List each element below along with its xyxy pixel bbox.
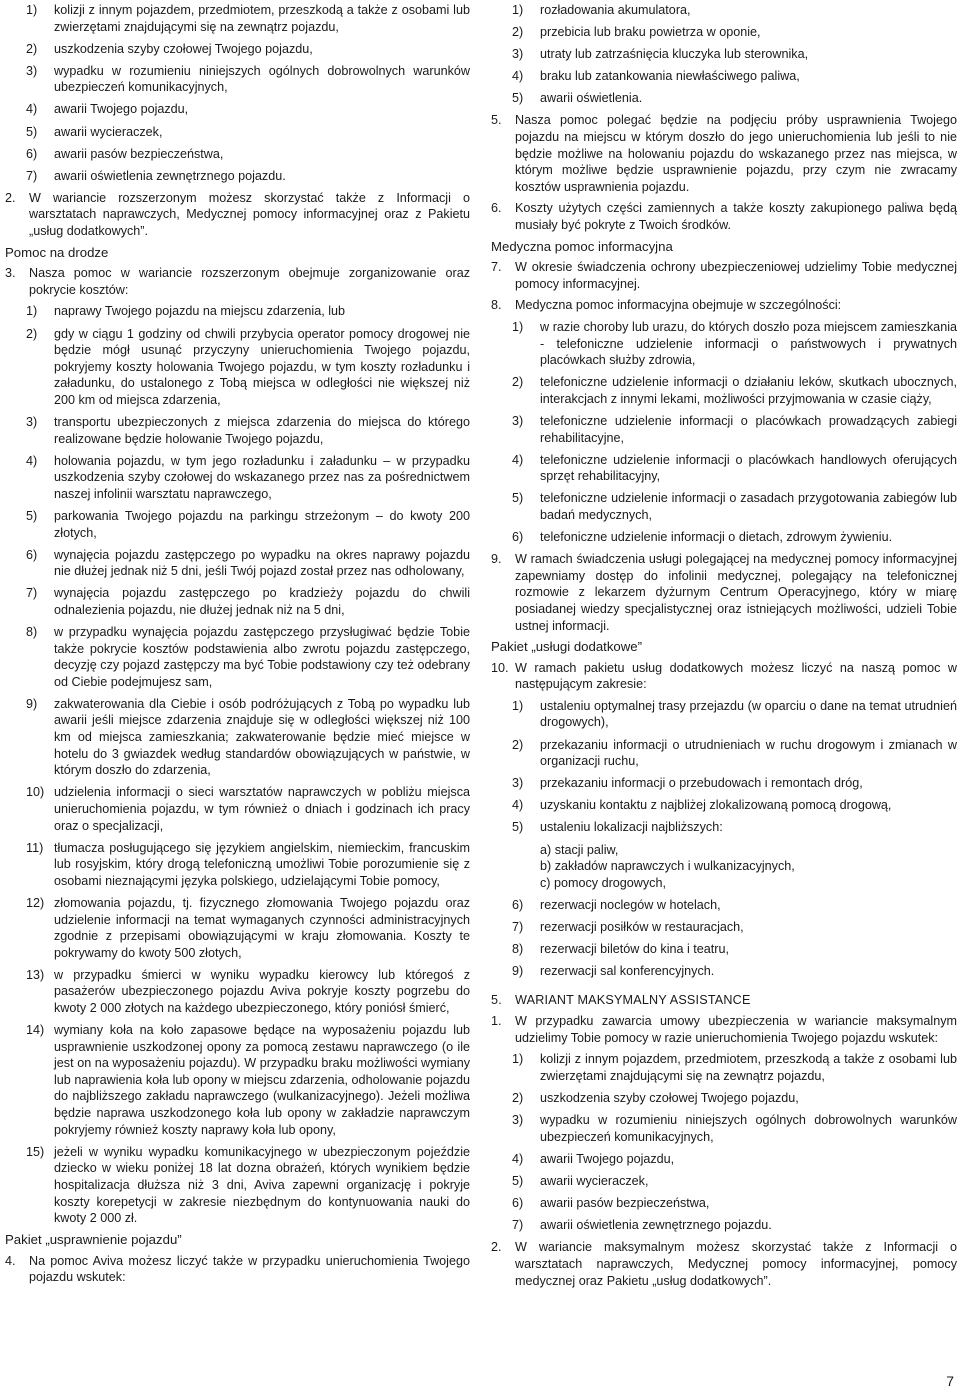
sub-list bbox=[491, 842, 957, 892]
list-item: 9) rezerwacji sal konferencyjnych. bbox=[512, 964, 715, 979]
list-item: 7) wynajęcia pojazdu zastępczego po kradzieży pojazdu do chwili odnalezienia pojazdu, nie dłużej jednak niż na 5 dni, bbox=[26, 586, 470, 617]
paragraph-3: 3. Nasza pomoc w wariancie rozszerzonym obejmuje zorganizowanie oraz pokrycie kosztów: bbox=[5, 266, 470, 297]
list-item: 10) udzielenia informacji o sieci warsztatów naprawczych w pobliżu miejsca unieruchomienia pojazdu, w tym również o dniach i godzinach ich pracy oraz o specjalizacji, bbox=[26, 785, 470, 833]
left-column bbox=[5, 2, 470, 1291]
list-item: 2) uszkodzenia szyby czołowej Twojego pojazdu, bbox=[512, 1091, 799, 1106]
list-item: 1) rozładowania akumulatora, bbox=[512, 3, 691, 17]
list-item: 4) telefoniczne udzielenie informacji o placówkach handlowych oferujących sprzęt rehabilitacyjny, bbox=[512, 452, 957, 484]
sub-list-item: a) stacji paliw, bbox=[540, 842, 619, 857]
list-item: 6) awarii pasów bezpieczeństwa, bbox=[512, 1196, 710, 1211]
list-item: 4) awarii Twojego pojazdu, bbox=[512, 1151, 675, 1166]
paragraph-2: 2. W wariancie rozszerzonym możesz skorzystać także z Informacji o warsztatach naprawczych, Medycznej pomocy informacyjnej oraz z Pakietu „usług dodatkowych”. bbox=[5, 190, 470, 239]
paragraph-3-list bbox=[5, 303, 470, 1226]
list-item: 4) braku lub zatankowania niewłaściwego paliwa, bbox=[512, 69, 800, 84]
paragraph-9: 9. W ramach świadczenia usługi polegającej na medycznej pomocy informacyjnej zapewniamy dostęp do infolinii medycznej, polegający na telefonicznej rozmowie z lekarzem dyżurnym Centrum Operacyjnego, który w miarę posiadanej wiedzy specjalistycznej oraz istniejących możliwości, udzieli Tobie ustnej informacji. bbox=[491, 552, 957, 633]
list-item: 9) zakwaterowania dla Ciebie i osób podróżujących z Tobą po wypadku lub awarii jeśli miejsce zdarzenia znajduje się w odległości większej niż 100 km od miejsca zamieszkania; zakwaterowanie będzie mieć miejsce w hotelu do 3 gwiazdek według standardów obowiązujących w państwie, w którym doszło do zdarzenia, bbox=[26, 696, 470, 778]
heading-pakiet-uslugi: Pakiet „usługi dodatkowe” bbox=[491, 639, 643, 655]
paragraph-10: 10. W ramach pakietu usług dodatkowych możesz liczyć na naszą pomoc w następującym zakresie: bbox=[491, 660, 957, 692]
list-item: 1) ustaleniu optymalnej trasy przejazdu (w oparciu o dane na temat utrudnień drogowych), bbox=[512, 698, 957, 730]
list-item: 5) ustaleniu lokalizacji najbliższych: bbox=[512, 820, 723, 835]
paragraph-7: 7. W okresie świadczenia ochrony ubezpieczeniowej udzielimy Tobie medycznej pomocy informacyjnej. bbox=[491, 260, 957, 291]
list-item: 6) wynajęcia pojazdu zastępczego po wypadku na okres naprawy pojazdu nie dłużej jednak niż 5 dni, jeśli Twój pojazd został przez nas odholowany, bbox=[26, 547, 470, 579]
page-number: 7 bbox=[946, 1373, 954, 1390]
heading-pomoc-na-drodze: Pomoc na drodze bbox=[5, 244, 109, 260]
list-item: 3) telefoniczne udzielenie informacji o placówkach prowadzących zabiegi rehabilitacyjne, bbox=[512, 413, 957, 445]
list-item: 8) rezerwacji biletów do kina i teatru, bbox=[512, 942, 729, 956]
list-item: 3) utraty lub zatrzaśnięcia kluczyka lub sterownika, bbox=[512, 47, 809, 62]
list-item: 13) w przypadku śmierci w wyniku wypadku kierowcy lub któregoś z pasażerów ubezpieczonego pojazdu Aviva pokryje koszty pogrzebu do kwoty 2 000 złotych na każdego ubezpieczonego, który poniósł śmierć, bbox=[26, 967, 470, 1015]
list-item: 5) awarii wycieraczek, bbox=[512, 1174, 649, 1189]
paragraph-s1: 1. W przypadku zawarcia umowy ubezpieczenia w wariancie maksymalnym udzielimy Tobie pomocy w razie unieruchomienia Twojego pojazdu wskutek: bbox=[491, 1014, 957, 1045]
list-item: 12) złomowania pojazdu, tj. fizycznego złomowania Twojego pojazdu oraz udzielenie informacji na temat wymaganych czynności administracyjnych zgodnie z przepisami obowiązującymi w kraju złomowania. Koszty te pokrywamy do kwoty 500 złotych, bbox=[26, 895, 470, 960]
list-item: 14) wymiany koła na koło zapasowe będące na wyposażeniu pojazdu lub usprawnienie uszkodzonej opony za pomocą zestawu naprawczego (o ile jest on na wyposażeniu pojazdu). W przypadku braku możliwości wymiany lub naprawienia koła lub opony w miejscu zdarzenia, odholowanie pojazdu do najbliższego zakładu naprawczego (wulkanizacyjnego). Jeżeli możliwa będzie naprawa uszkodzonego koła lub opony w zakładzie naprawczym pokryjemy również koszty naprawy koła lub opony, bbox=[26, 1023, 470, 1137]
list-item: 1) kolizji z innym pojazdem, przedmiotem, przeszkodą a także z osobami lub zwierzętami znajdującymi się na zewnątrz pojazdu, bbox=[26, 3, 470, 34]
list-item: 3) wypadku w rozumieniu niniejszych ogólnych dobrowolnych warunków ubezpieczeń komunikacyjnych, bbox=[512, 1113, 957, 1144]
list-item: 6) rezerwacji noclegów w hotelach, bbox=[512, 897, 721, 912]
list-item: 2) przebicia lub braku powietrza w oponie, bbox=[512, 25, 761, 40]
list-item: 4) holowania pojazdu, w tym jego rozładunku i załadunku – w przypadku uszkodzenia szyby czołowej do wskazanego przez nas za pośrednictwem naszej infolinii warsztatu naprawczego, bbox=[26, 453, 470, 501]
list-item: 4) awarii Twojego pojazdu, bbox=[26, 102, 189, 117]
list-item: 1) w razie choroby lub urazu, do których doszło poza miejscem zamieszkania - telefoniczne udzielenie informacji o państwowych i prywatnych placówkach służby zdrowia, bbox=[512, 320, 957, 368]
list-item: 7) awarii oświetlenia zewnętrznego pojazdu. bbox=[26, 168, 286, 183]
paragraph-s1-list bbox=[491, 1051, 957, 1233]
list-item: 4) uzyskaniu kontaktu z najbliżej zlokalizowaną pomocą drogową, bbox=[512, 798, 892, 813]
list-item: 1) kolizji z innym pojazdem, przedmiotem, przeszkodą a także z osobami lub zwierzętami znajdującymi się na zewnątrz pojazdu, bbox=[512, 1052, 957, 1084]
list-item: 5) awarii wycieraczek, bbox=[26, 124, 163, 139]
list-item: 3) przekazaniu informacji o przebudowach i remontach dróg, bbox=[512, 776, 863, 791]
section-heading-wariant-maksymalny: 5. WARIANT MAKSYMALNY ASSISTANCE bbox=[491, 992, 751, 1007]
list-item: 2) przekazaniu informacji o utrudnieniach w ruchu drogowym i zmianach w organizacji ruchu, bbox=[512, 737, 957, 769]
paragraph-8-list bbox=[491, 319, 957, 546]
paragraph-10-list bbox=[491, 698, 957, 980]
list-item: 11) tłumacza posługującego się językiem angielskim, niemieckim, francuskim lub rosyjskim, który drogą telefoniczną umożliwi Tobie porozumienie się z osobami nieznającymi języka polskiego, udzielającymi Tobie pomocy, bbox=[26, 840, 470, 888]
right-column bbox=[491, 2, 957, 1294]
list-item: 2) telefoniczne udzielenie informacji o działaniu leków, skutkach ubocznych, interakcjach z innymi lekami, możliwości przyjmowania w czasie ciąży, bbox=[512, 375, 957, 406]
list-item: 3) wypadku w rozumieniu niniejszych ogólnych dobrowolnych warunków ubezpieczeń komunikacyjnych, bbox=[26, 63, 470, 95]
sub-list-item: b) zakładów naprawczych i wulkanizacyjnych, bbox=[540, 859, 795, 874]
heading-pakiet-usprawnienie: Pakiet „usprawnienie pojazdu” bbox=[5, 1232, 182, 1248]
list-item: 1) naprawy Twojego pojazdu na miejscu zdarzenia, lub bbox=[26, 304, 345, 319]
paragraph-8: 8. Medyczna pomoc informacyjna obejmuje w szczególności: bbox=[491, 298, 842, 313]
list-item: 6) telefoniczne udzielenie informacji o dietach, zdrowym żywieniu. bbox=[512, 530, 893, 545]
list-item: 6) awarii pasów bezpieczeństwa, bbox=[26, 146, 224, 161]
paragraph-4: 4. Na pomoc Aviva możesz liczyć także w przypadku unieruchomienia Twojego pojazdu wskutek: bbox=[5, 1253, 470, 1285]
list-item: 3) transportu ubezpieczonych z miejsca zdarzenia do miejsca do którego realizowane będzie holowanie Twojego pojazdu, bbox=[26, 414, 470, 446]
heading-medyczna-pomoc: Medyczna pomoc informacyjna bbox=[491, 238, 673, 254]
list-item: 5) telefoniczne udzielenie informacji o zasadach przygotowania zabiegów lub badań medycznych, bbox=[512, 491, 957, 522]
list-item: 15) jeżeli w wyniku wypadku komunikacyjnego w ubezpieczonym pojeździe dziecko w wieku poniżej 18 lat dozna obrażeń, których wynikiem będzie hospitalizacja dłuższa niż 3 dni, Aviva zapewni organizację i pokryje koszty korepetycji w zakresie niezbędnym do kontynuowania nauki do kwoty 2 000 zł. bbox=[26, 1144, 470, 1226]
list-item: 2) uszkodzenia szyby czołowej Twojego pojazdu, bbox=[26, 41, 313, 56]
paragraph-5: 5. Nasza pomoc polegać będzie na podjęciu próby usprawnienia Twojego pojazdu na miejscu w którym doszło do jego unieruchomienia lub jeśli to nie będzie możliwe na holowaniu pojazdu do wskazanego przez nas miejsca, w którym możliwe będzie usprawnienie pojazdu, przy czym nie zwracamy kosztów usprawnienia pojazdu. bbox=[491, 113, 957, 194]
list-item: 7) awarii oświetlenia zewnętrznego pojazdu. bbox=[512, 1218, 772, 1233]
list-item: 8) w przypadku wynajęcia pojazdu zastępczego przysługiwać będzie Tobie także pokrycie kosztów podstawienia albo zwrotu pojazdu zastępczego, decyzję czy pojazd zastępczy ma być Tobie podstawiony czy też odebrany od Ciebie podejmujesz sam, bbox=[26, 625, 470, 689]
list-item: 2) gdy w ciągu 1 godziny od chwili przybycia operator pomocy drogowej nie będzie mógł usunąć przyczyny unieruchomienia Twojego pojazdu, pokryjemy koszty holowania Twojego pojazdu, w tym koszty rozładunku i załadunku, do ustalonego z Tobą miejsca w odległości nie większej niż 200 km od miejsca zdarzenia, bbox=[26, 326, 470, 407]
list-item: 5) awarii oświetlenia. bbox=[512, 91, 643, 106]
paragraph-6: 6. Koszty użytych części zamiennych a także koszty zakupionego paliwa będą musiały być pokryte z Twoich środków. bbox=[491, 201, 957, 233]
list-item: 7) rezerwacji posiłków w restauracjach, bbox=[512, 919, 744, 934]
list-item: 5) parkowania Twojego pojazdu na parkingu strzeżonym – do kwoty 200 złotych, bbox=[26, 508, 470, 540]
paragraph-s2: 2. W wariancie maksymalnym możesz skorzystać także z Informacji o warsztatach naprawczych, Medycznej pomocy informacyjnej, pomocy medycznej oraz Pakietu „usług dodatkowych”. bbox=[491, 1240, 957, 1288]
right-top-list bbox=[491, 2, 957, 107]
left-top-list bbox=[5, 2, 470, 184]
sub-list-item: c) pomocy drogowych, bbox=[540, 875, 666, 890]
